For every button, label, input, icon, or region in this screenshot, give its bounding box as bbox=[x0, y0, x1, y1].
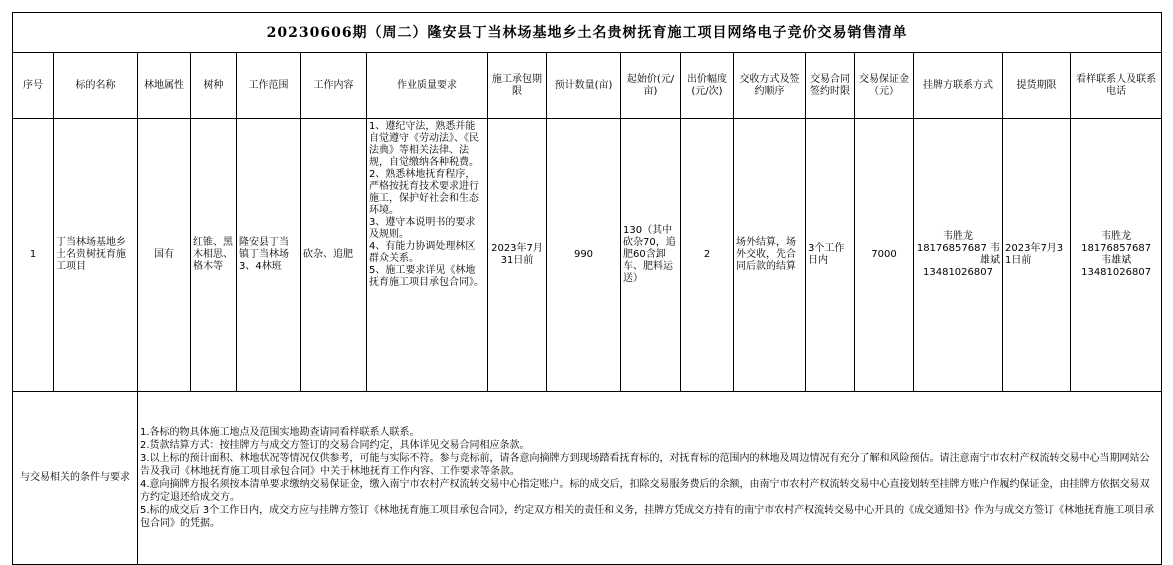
condition-item: 1.各标的物具体施工地点及范围实地勘查请同看样联系人联系。 bbox=[140, 427, 420, 438]
condition-item: 5.标的成交后 3个工作日内，成交方应与挂牌方签订《林地抚育施工项目承包合同》，约定双方相关的责任和义务，挂牌方凭成交方持有的南宁市农村产权流转交易中心开具的《成交通知书》作为与成交方签订《林地抚育施工项目承包合同》的凭据。 bbox=[140, 505, 1155, 529]
conditions-text[interactable] bbox=[138, 392, 1162, 565]
header-cell[interactable]: 看样联系人及联系电话 bbox=[1071, 53, 1162, 119]
seq-cell[interactable]: 1 bbox=[13, 119, 54, 392]
viewer-line: 18176857687 bbox=[1081, 243, 1152, 254]
quality-item: 3、遵守本说明书的要求及规则。 bbox=[369, 217, 476, 240]
contact-name: 韦胜龙 bbox=[943, 231, 973, 242]
pickup-cell[interactable]: 2023年7月31日前 bbox=[1003, 119, 1071, 392]
header-cell[interactable]: 预计数量(亩) bbox=[547, 53, 621, 119]
conditions-row bbox=[13, 392, 1162, 565]
header-cell[interactable]: 标的名称 bbox=[54, 53, 138, 119]
delivery-cell[interactable]: 场外结算，场外交收，先合同后款的结算 bbox=[734, 119, 806, 392]
quality-item: 2、熟悉林地抚育程序，严格按抚育技术要求进行施工，保护好社会和生态环境。 bbox=[369, 169, 479, 216]
quality-item: 1、遵纪守法，熟悉并能自觉遵守《劳动法》、《民法典》等相关法律、法规，自觉缴纳各种税费。 bbox=[369, 121, 479, 168]
condition-item: 2.货款结算方式：按挂牌方与成交方签订的交易合同约定，具体详见交易合同相应条款。 bbox=[140, 440, 530, 451]
table-title: 20230606期（周二）隆安县丁当林场基地乡土名贵树抚育施工项目网络电子竞价交易销售清单 bbox=[13, 13, 1162, 53]
header-cell[interactable]: 起始价(元/亩) bbox=[621, 53, 681, 119]
table-row bbox=[13, 119, 1162, 392]
period-cell[interactable]: 2023年7月31日前 bbox=[488, 119, 547, 392]
header-cell[interactable]: 工作范围 bbox=[237, 53, 301, 119]
header-cell[interactable]: 出价幅度(元/次) bbox=[681, 53, 734, 119]
header-cell[interactable]: 树种 bbox=[191, 53, 237, 119]
species-cell[interactable]: 红锥、黑木相思、格木等 bbox=[191, 119, 237, 392]
quality-item: 5、施工要求详见《林地抚育施工项目承包合同》。 bbox=[369, 265, 484, 288]
price-cell[interactable]: 130（其中砍杂70，追肥60含卸车、肥料运送） bbox=[621, 119, 681, 392]
header-cell[interactable]: 序号 bbox=[13, 53, 54, 119]
header-cell[interactable]: 挂牌方联系方式 bbox=[914, 53, 1003, 119]
viewer-name: 韦胜龙 bbox=[1101, 231, 1132, 242]
title-row bbox=[13, 13, 1162, 53]
header-cell[interactable]: 作业质量要求 bbox=[367, 53, 488, 119]
sales-list-table bbox=[12, 12, 1162, 565]
quality-item: 4、有能力协调处理林区群众关系。 bbox=[369, 241, 476, 264]
quantity-cell[interactable]: 990 bbox=[547, 119, 621, 392]
conditions-label[interactable]: 与交易相关的条件与要求 bbox=[13, 392, 138, 565]
header-cell[interactable]: 交收方式及签约顺序 bbox=[734, 53, 806, 119]
viewer-contact-cell[interactable] bbox=[1071, 119, 1162, 392]
condition-item: 4.意向摘牌方报名须按本清单要求缴纳交易保证金，缴入南宁市农村产权流转交易中心指定账户。标的成交后，扣除交易服务费后的余额，由南宁市农村产权流转交易中心直接划转至挂牌方账户作履约保证金，由挂牌方依据交易双方约定退还给成交方。 bbox=[140, 479, 1150, 503]
content-cell[interactable]: 砍杂、追肥 bbox=[301, 119, 367, 392]
land-cell[interactable]: 国有 bbox=[138, 119, 191, 392]
scope-cell[interactable]: 隆安县丁当镇丁当林场3、4林班 bbox=[237, 119, 301, 392]
name-cell[interactable]: 丁当林场基地乡土名贵树抚育施工项目 bbox=[54, 119, 138, 392]
viewer-line: 韦雄斌 bbox=[1101, 255, 1132, 266]
condition-item: 3.以上标的预计面积、林地状况等情况仅供参考，可能与实际不符。参与竞标前，请各意向摘牌方到现场踏看抚育标的，对抚育标的范围内的林地及周边情况有充分了解和风险预估。请注意南宁市农村产权流转交易中心当期网站公告及我司《林地抚育施工项目承包合同》中关于林地抚育工作内容、工作要求等条款。 bbox=[140, 453, 1150, 477]
contact-line: 18176857687 韦雄斌 bbox=[916, 243, 1000, 266]
contact-line: 13481026807 bbox=[923, 267, 993, 278]
quality-cell[interactable] bbox=[367, 119, 488, 392]
increment-cell[interactable]: 2 bbox=[681, 119, 734, 392]
header-row bbox=[13, 53, 1162, 119]
contact-cell[interactable] bbox=[914, 119, 1003, 392]
viewer-line: 13481026807 bbox=[1081, 267, 1152, 278]
header-cell[interactable]: 交易合同签约时限 bbox=[806, 53, 855, 119]
contract-time-cell[interactable]: 3个工作日内 bbox=[806, 119, 855, 392]
header-cell[interactable]: 施工承包期限 bbox=[488, 53, 547, 119]
deposit-cell[interactable]: 7000 bbox=[855, 119, 914, 392]
header-cell[interactable]: 工作内容 bbox=[301, 53, 367, 119]
header-cell[interactable]: 交易保证金（元） bbox=[855, 53, 914, 119]
header-cell[interactable]: 林地属性 bbox=[138, 53, 191, 119]
header-cell[interactable]: 提货期限 bbox=[1003, 53, 1071, 119]
